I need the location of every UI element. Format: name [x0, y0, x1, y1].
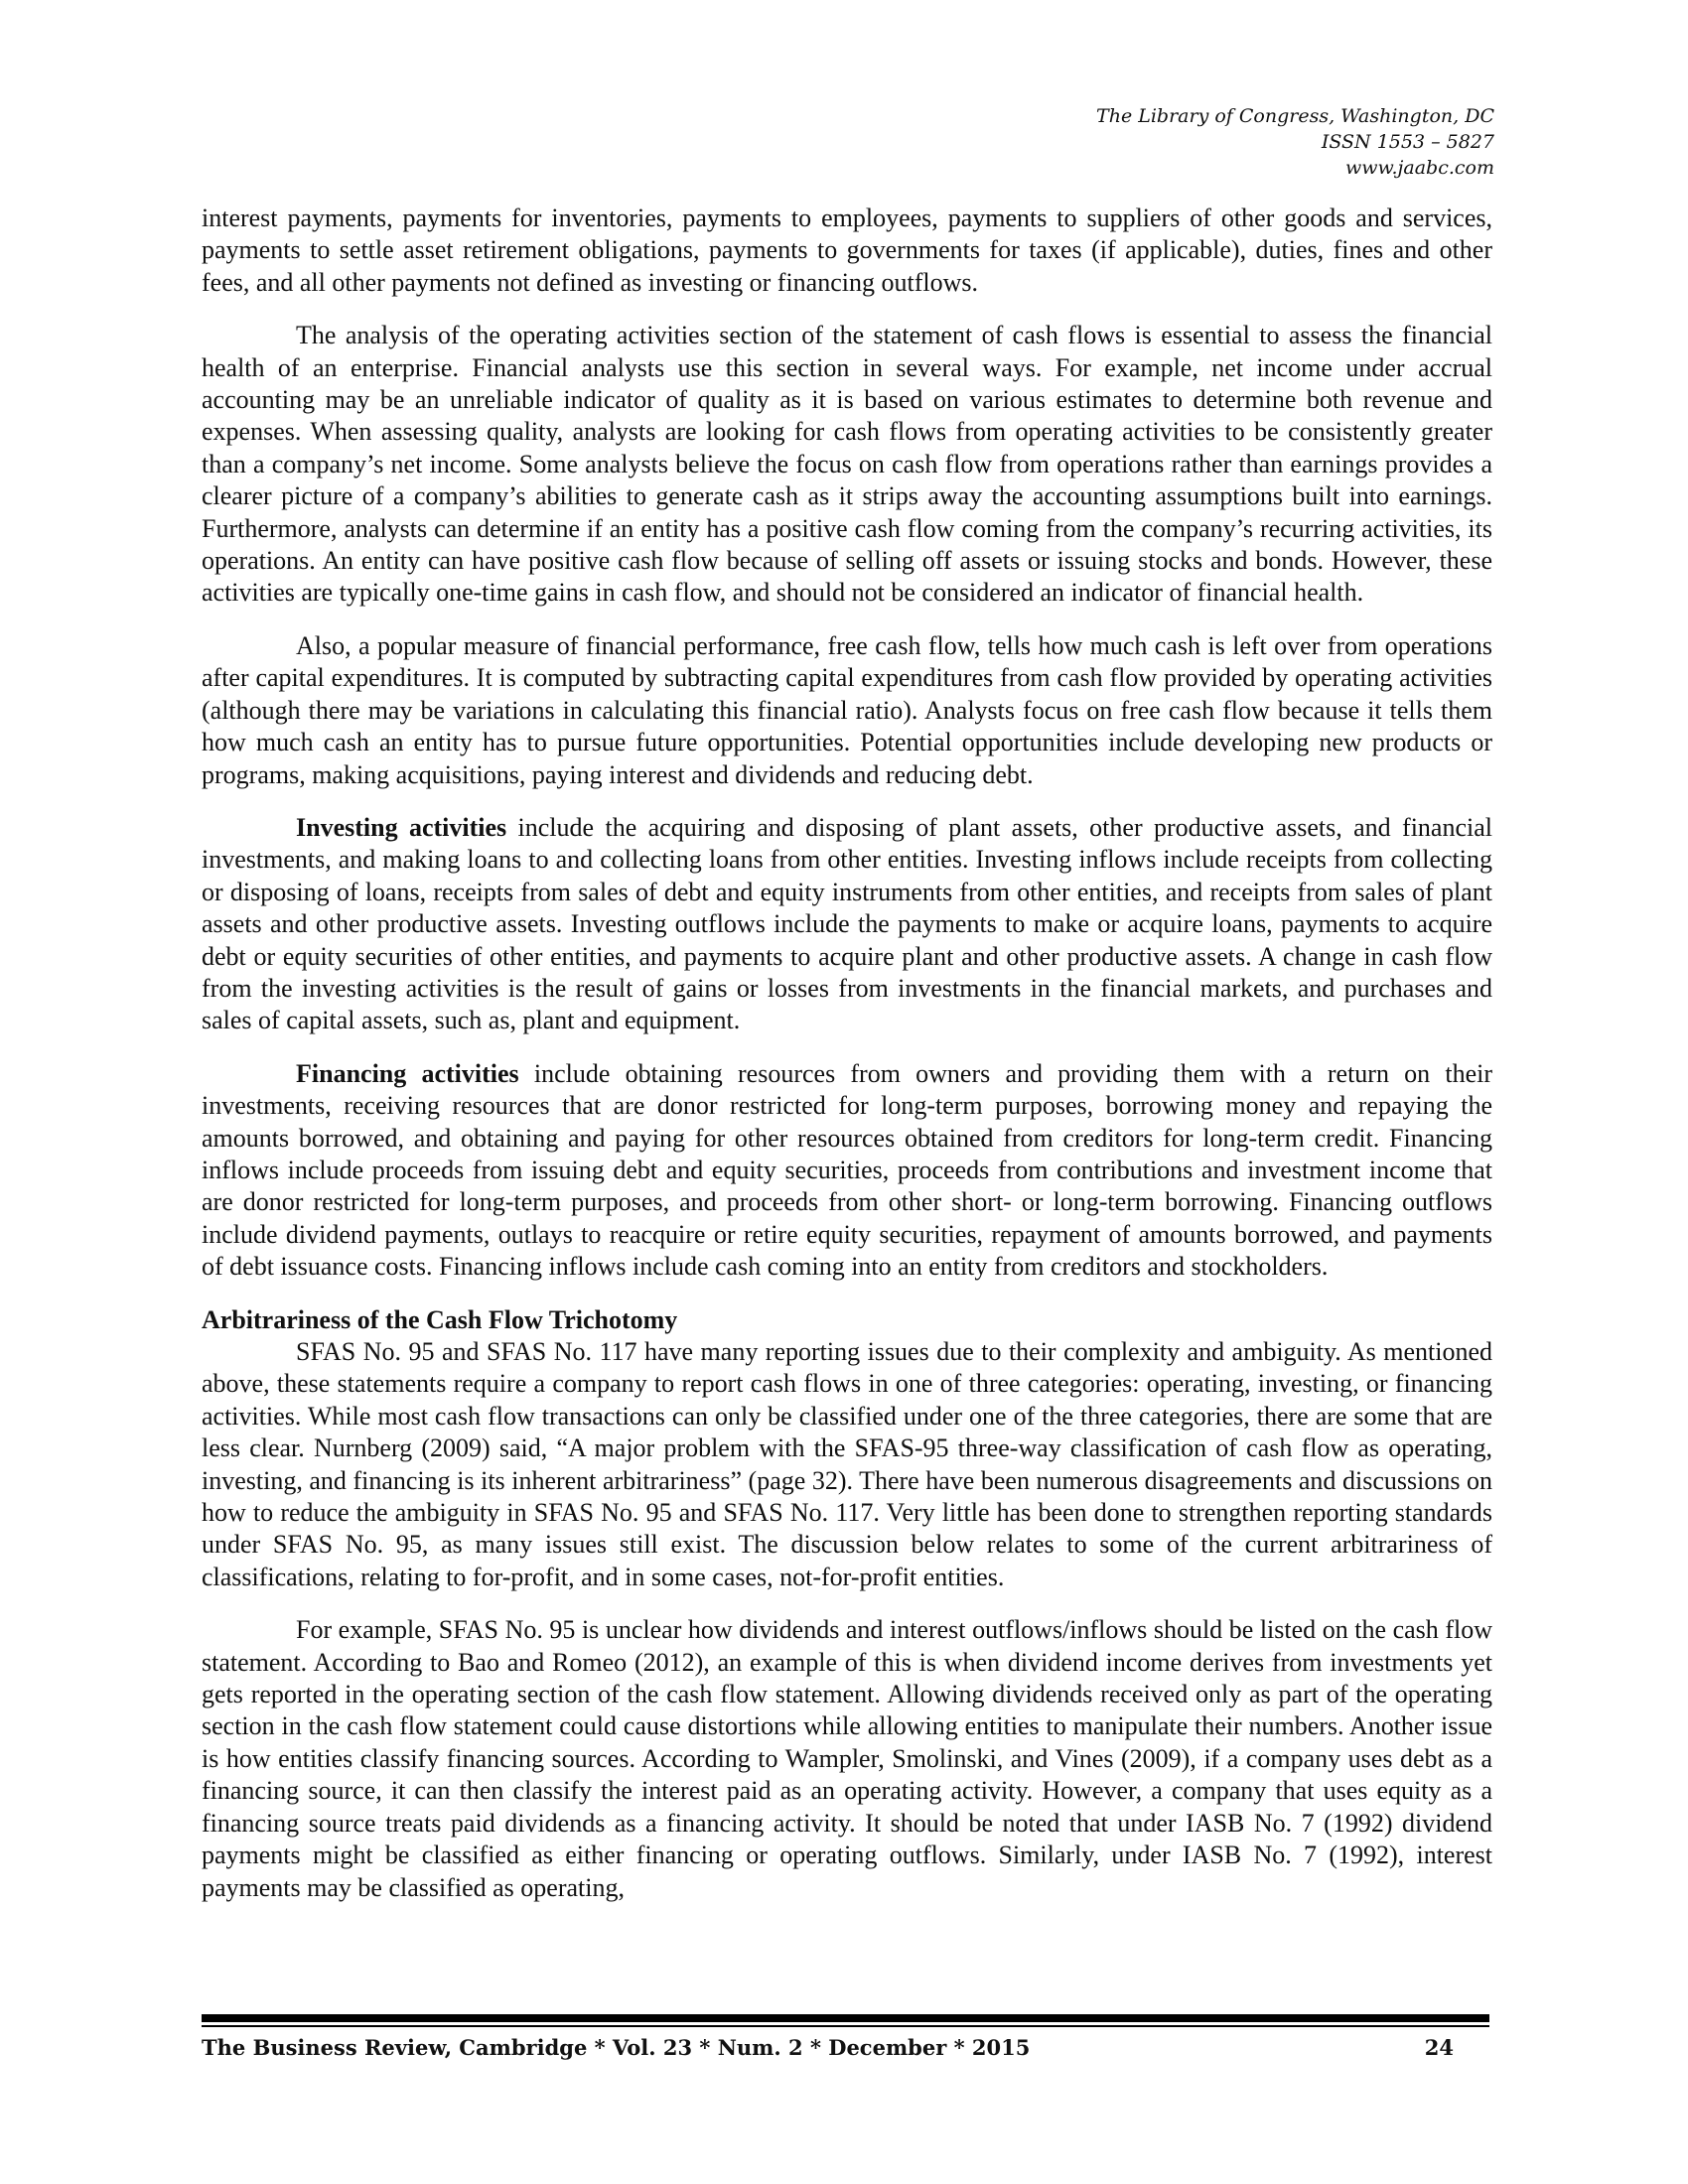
financing-activities-text: include obtaining resources from owners and providing them with a return on their investments, receiving resources that are donor restricted for long-term purposes, borrowing money and repaying the amounts borrowed, and obtaining and paying for other resources obtained from creditors for long-term credit. Financing inflows include proceeds from issuing debt and equity securities, proceeds from contributions and investment income that are donor restricted for long-term purposes, and proceeds from other short- or long-term borrowing. Financing outflows include dividend payments, outlays to reacquire or retire equity securities, repayment of amounts borrowed, and payments of debt issuance costs. Financing inflows include cash coming into an entity from creditors and stockholders.: [202, 1058, 1493, 1282]
page-number: 24: [1424, 2035, 1454, 2060]
running-header: [899, 103, 1494, 181]
body-paragraph-3: Also, a popular measure of financial performance, free cash flow, tells how much cash is left over from operations after capital expenditures. It is computed by subtracting capital expenditures from cash flow provided by operating activities (although there may be variations in calculating this financial ratio). Analysts focus on free cash flow because it tells them how much cash an entity has to pursue future opportunities. Potential opportunities include developing new products or programs, making acquisitions, paying interest and dividends and reducing debt.: [202, 630, 1492, 789]
header-publisher: The Library of Congress, Washington, DC: [1096, 105, 1494, 127]
term-investing-activities: Investing activities: [296, 812, 507, 842]
header-issn: ISSN 1553 – 5827: [1321, 131, 1494, 153]
footer-journal-citation: The Business Review, Cambridge * Vol. 23 * Num. 2 * December * 2015: [202, 2035, 1031, 2060]
footer-rule-thin: [202, 2025, 1489, 2027]
body-paragraph-financing: [202, 1058, 1492, 1284]
body-paragraph-6: SFAS No. 95 and SFAS No. 117 have many reporting issues due to their complexity and ambiguity. As mentioned above, these statements require a company to report cash flows in one of three categories: operating, investing, or financing activities. While most cash flow transactions can only be classified under one of the three categories, there are some that are less clear. Nurnberg (2009) said, “A major problem with the SFAS-95 three-way classification of cash flow as operating, investing, and financing is its inherent arbitrariness” (page 32). There have been numerous disagreements and discussions on how to reduce the ambiguity in SFAS No. 95 and SFAS No. 117. Very little has been done to strengthen reporting standards under SFAS No. 95, as many issues still exist. The discussion below relates to some of the current arbitrariness of classifications, relating to for-profit, and in some cases, not-for-profit entities.: [202, 1337, 1492, 1591]
header-website: www.jaabc.com: [1344, 157, 1494, 179]
section-heading: Arbitrariness of the Cash Flow Trichotomy: [202, 1304, 678, 1334]
body-paragraph-1: interest payments, payments for inventories, payments to employees, payments to suppliers of other goods and services, payments to settle asset retirement obligations, payments to governments for taxes (if applicable), duties, fines and other fees, and all other payments not defined as investing or financing outflows.: [202, 204, 1492, 297]
footer-rule-thick: [202, 2014, 1489, 2022]
running-footer: [202, 2035, 1489, 2069]
body-paragraph-2: The analysis of the operating activities section of the statement of cash flows is essential to assess the financial health of an enterprise. Financial analysts use this section in several ways. For example, net income under accrual accounting may be an unreliable indicator of quality as it is based on various estimates to determine both revenue and expenses. When assessing quality, analysts are looking for cash flows from operating activities to be consistently greater than a company’s net income. Some analysts believe the focus on cash flow from operations rather than earnings provides a clearer picture of a company’s abilities to generate cash as it strips away the accounting assumptions built into earnings. Furthermore, analysts can determine if an entity has a positive cash flow coming from the company’s recurring activities, its operations. An entity can have positive cash flow because of selling off assets or issuing stocks and bonds. However, these activities are typically one-time gains in cash flow, and should not be considered an indicator of financial health.: [202, 321, 1492, 608]
term-financing-activities: Financing activities: [296, 1058, 519, 1088]
body-paragraph-investing: [202, 812, 1492, 1037]
body-paragraph-7: For example, SFAS No. 95 is unclear how dividends and interest outflows/inflows should be listed on the cash flow statement. According to Bao and Romeo (2012), an example of this is when dividend income derives from investments yet gets reported in the operating section of the cash flow statement. Allowing dividends received only as part of the operating section in the cash flow statement could cause distortions while allowing entities to manipulate their numbers. Another issue is how entities classify financing sources. According to Wampler, Smolinski, and Vines (2009), if a company uses debt as a financing source, it can then classify the interest paid as an operating activity. However, a company that uses equity as a financing source treats paid dividends as a financing activity. It should be noted that under IASB No. 7 (1992) dividend payments might be classified as either financing or operating outflows. Similarly, under IASB No. 7 (1992), interest payments may be classified as operating,: [202, 1615, 1492, 1902]
article-body: [202, 203, 1492, 1904]
investing-activities-text: include the acquiring and disposing of plant assets, other productive assets, and financial investments, and making loans to and collecting loans from other entities. Investing inflows include receipts from collecting or disposing of loans, receipts from sales of debt and equity instruments from other entities, and receipts from sales of plant assets and other productive assets. Investing outflows include the payments to make or acquire loans, payments to acquire debt or equity securities of other entities, and payments to acquire plant and other productive assets. A change in cash flow from the investing activities is the result of gains or losses from investments in the financial markets, and purchases and sales of capital assets, such as, plant and equipment.: [202, 812, 1492, 1035]
